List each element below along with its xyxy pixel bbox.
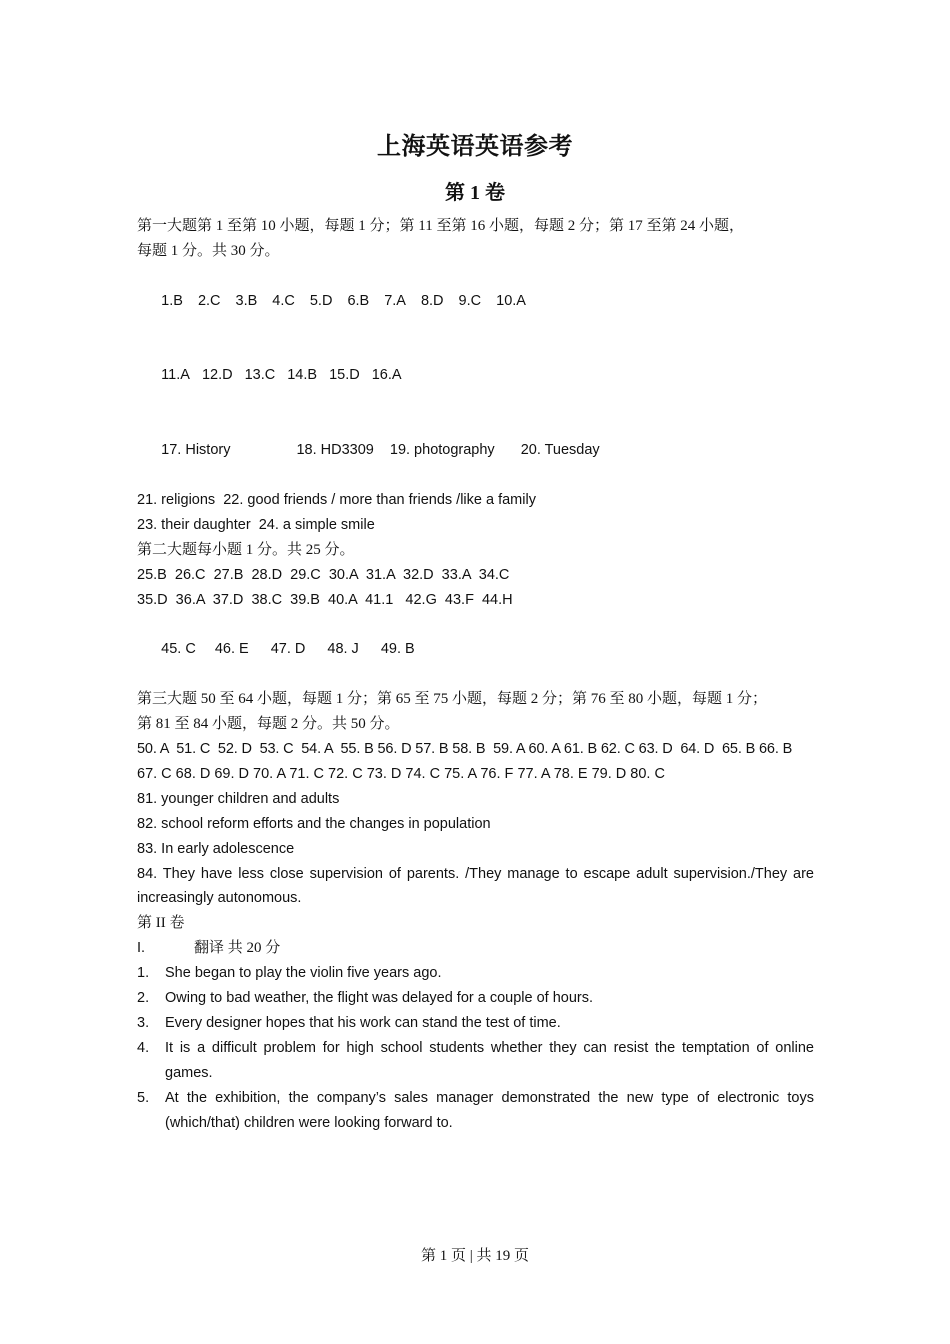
translation-item [137,1011,814,1036]
item-text: She began to play the violin five years ago. [165,965,442,982]
section1-answers-17-20 [137,413,814,488]
item-number: 4. [137,1039,150,1056]
page-footer: 第 1 页 | 共 19 页 [420,1248,529,1264]
section2-heading: 第二大题每小题 1 分。共 25 分。 [137,541,355,558]
answer-item: 11.A [161,367,190,384]
answer-19: 19. photography [389,442,495,459]
answer-18: 18. HD3309 [296,442,374,459]
item-number: 3. [137,1015,150,1031]
answer-item: 15.D [329,367,360,384]
answer-83: 83. In early adolescence [137,840,295,857]
answer-item: 48. J [327,641,359,658]
translation-item [137,961,814,986]
section3-heading-line2: 第 81 至 84 小题，每题 2 分。共 50 分。 [137,716,400,733]
item-text: Every designer hopes that his work can stand the test of time. [165,1015,561,1031]
section2-answers-row1: 25.B 26.C 27.B 28.D 29.C 30.A 31.A 32.D 33.A 34.C [137,566,510,583]
answer-81: 81. younger children and adults [137,790,340,807]
answer-item: 9.C [458,292,482,309]
translation-item [137,986,814,1011]
answer-item: 46. E [214,641,249,658]
section1-answers-21-22: 21. religions 22. good friends / more than friends /like a family [137,491,536,508]
translation-item [137,1086,814,1136]
answer-84: 84. They have less close supervision of parents. /They manage to escape adult supervision./They are increasingly autonomous. [137,865,814,907]
section1-answers-row2 [137,339,814,414]
item-number: 5. [137,1089,150,1106]
answer-17: 17. History [161,442,231,459]
answer-item: 45. C [161,641,196,658]
answer-item: 7.A [384,292,406,309]
answer-item: 8.D [420,292,444,309]
answer-item: 47. D [270,641,306,658]
section1-heading-line1: 第一大题第 1 至第 10 小题，每题 1 分；第 11 至第 16 小题，每题 2 分；第 17 至第 24 小题， [137,218,744,234]
section1-answers-23-24: 23. their daughter 24. a simple smile [137,516,375,533]
answer-item: 1.B [161,292,183,309]
answer-82: 82. school reform efforts and the changes in population [137,815,491,832]
answer-item: 5.D [309,292,333,309]
translation-section-heading [137,936,814,961]
document-subtitle: 第 1 卷 [445,182,505,204]
section-number: I. [137,940,146,957]
section1-heading-line2: 每题 1 分。共 30 分。 [137,242,280,259]
answer-item: 3.B [235,292,258,309]
section3-heading-line1: 第三大题 50 至 64 小题，每题 1 分；第 65 至 75 小题，每题 2 分；第 76 至 80 小题，每题 1 分； [137,691,768,708]
answer-item: 14.B [287,367,318,384]
answer-item: 13.C [244,367,276,384]
answer-key-body [137,214,814,1136]
document-title: 上海英语英语参考 [377,134,573,160]
answer-item: 6.B [347,292,370,309]
section3-answers-row1: 50. A 51. C 52. D 53. C 54. A 55. B 56. D 57. B 58. B 59. A 60. A 61. B 62. C 63. D 64. D 65. B 66. B [137,741,793,758]
section2-answers-row2: 35.D 36.A 37.D 38.C 39.B 40.A 41.1 42.G 43.F 44.H [137,591,513,608]
answer-item: 16.A [371,367,402,384]
answer-item: 2.C [197,292,221,309]
part2-heading: 第 II 卷 [137,915,185,932]
answer-item: 4.C [272,292,295,309]
item-number: 2. [137,990,150,1007]
translation-item [137,1036,814,1086]
section3-answers-row2: 67. C 68. D 69. D 70. A 71. C 72. C 73. D 74. C 75. A 76. F 77. A 78. E 79. D 80. C [137,765,665,782]
item-text: Owing to bad weather, the flight was delayed for a couple of hours. [165,990,594,1007]
answer-20: 20. Tuesday [520,442,600,459]
section1-answers-row1 [137,264,814,339]
item-number: 1. [137,965,150,982]
item-text: At the exhibition, the company’s sales manager demonstrated the new type of electronic toys (which/that) children were looking forward to. [165,1089,814,1131]
item-text: It is a difficult problem for high school students whether they can resist the temptation of online games. [165,1039,814,1081]
answer-item: 12.D [201,367,233,384]
answer-item: 10.A [496,292,526,309]
section-title: 翻译 共 20 分 [194,940,281,957]
section2-answers-row3 [137,613,814,688]
answer-item: 49. B [380,641,415,658]
